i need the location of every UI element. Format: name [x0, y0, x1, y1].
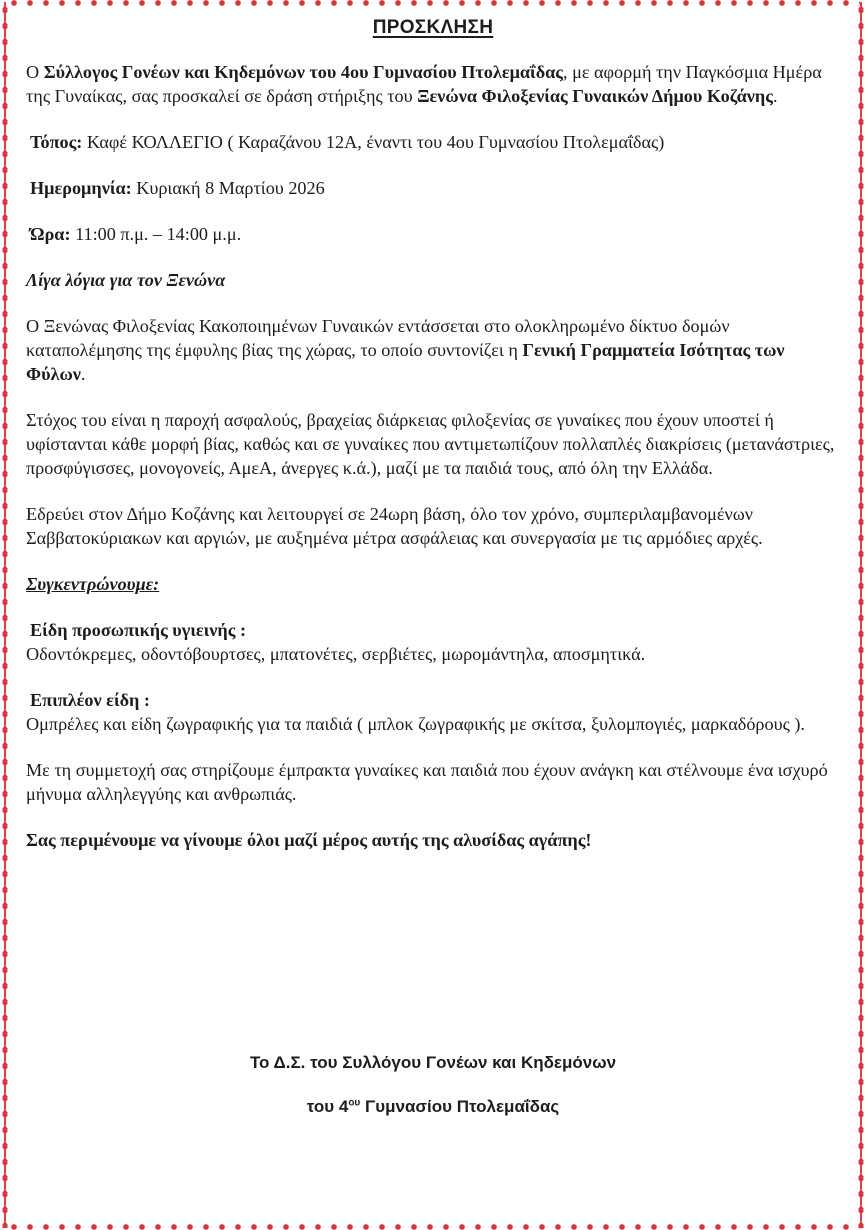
- about-paragraph-2: Στόχος του είναι η παροχή ασφαλούς, βραχείας διάρκειας φιλοξενίας σε γυναίκες που έχουν υποστεί ή υφίστανται κάθε μορφή βίας, καθώς και σε γυναίκες που αντιμετωπίζουν πολλαπλές διακρίσεις (μετανάστριες, προσφύγισσες, μονογονείς, ΑμεΑ, άνεργες κ.ά.), μαζί με τα παιδιά τους, από όλη την Ελλάδα.: [26, 410, 835, 478]
- shelter-name: Ξενώνα Φιλοξενίας Γυναικών Δήμου Κοζάνης: [417, 86, 773, 106]
- signature-line-2-pre: του 4: [306, 1097, 349, 1116]
- hygiene-items-group: [26, 618, 840, 666]
- closing-line: Σας περιμένουμε να γίνουμε όλοι μαζί μέρος αυτής της αλυσίδας αγάπης!: [26, 830, 592, 850]
- extra-items: Ομπρέλες και είδη ζωγραφικής για τα παιδιά ( μπλοκ ζωγραφικής με σκίτσα, ξυλομπογιές, μαρκαδόρους ).: [26, 714, 805, 734]
- extra-label: Επιπλέον είδη :: [30, 690, 150, 710]
- border-bottom: [6, 1224, 860, 1230]
- support-paragraph: Με τη συμμετοχή σας στηρίζουμε έμπρακτα γυναίκες και παιδιά που έχουν ανάγκη και στέλνουμε ένα ισχυρό μήνυμα αλληλεγγύης και ανθρωπιάς.: [26, 760, 828, 804]
- about-paragraph-3: Εδρεύει στον Δήμο Κοζάνης και λειτουργεί σε 24ωρη βάση, όλο τον χρόνο, συμπεριλαμβανομένων Σαββατοκύριακων και αργιών, με αυξημένα μέτρα ασφάλειας και συνεργασία με τις αρμόδιες αρχές.: [26, 504, 763, 548]
- intro-paragraph: [26, 60, 840, 108]
- hygiene-label: Είδη προσωπικής υγιεινής :: [30, 620, 247, 640]
- signature-line-2-post: Γυμνασίου Πτολεμαΐδας: [360, 1097, 560, 1116]
- border-left: [2, 2, 8, 1228]
- place-value: Καφέ ΚΟΛΛΕΓΙΟ ( Καραζάνου 12Α, έναντι του 4ου Γυμνασίου Πτολεμαΐδας): [82, 132, 665, 152]
- date-label: Ημερομηνία:: [30, 178, 132, 198]
- event-place: [26, 130, 840, 154]
- border-top: [6, 0, 860, 6]
- signature-line-1: Το Δ.Σ. του Συλλόγου Γονέων και Κηδεμόνων: [249, 1053, 617, 1072]
- ordinal-suffix: ου: [348, 1097, 361, 1109]
- about-p1-text: Ο Ξενώνας Φιλοξενίας Κακοποιημένων Γυναικών εντάσσεται στο ολοκληρωμένο δίκτυο δομών καταπολέμησης της έμφυλης βίας της χώρας, το οποίο συντονίζει η: [26, 316, 730, 360]
- about-paragraph-1: [26, 314, 840, 386]
- event-date: [26, 176, 840, 200]
- signature-line-2: [0, 1097, 866, 1117]
- intro-end: .: [772, 86, 778, 106]
- date-value: Κυριακή 8 Μαρτίου 2026: [131, 178, 325, 198]
- intro-mid: , με αφορμή την Παγκόσμια Ημέρα της Γυναίκας, σας προσκαλεί σε δράση στήριξης του: [26, 62, 822, 106]
- secretariat-name: Γενική Γραμματεία Ισότητας των Φύλων: [26, 340, 785, 384]
- collect-heading: Συγκεντρώνουμε:: [26, 574, 160, 594]
- association-name: Σύλλογος Γονέων και Κηδεμόνων του 4ου Γυμνασίου Πτολεμαΐδας: [43, 62, 563, 82]
- time-label: Ώρα:: [30, 224, 71, 244]
- intro-pre: Ο: [26, 62, 44, 82]
- extra-items-group: [26, 688, 840, 736]
- document-title: ΠΡΟΣΚΛΗΣΗ: [372, 17, 494, 38]
- event-time: [26, 222, 840, 246]
- time-value: 11:00 π.μ. – 14:00 μ.μ.: [70, 224, 242, 244]
- hygiene-items: Οδοντόκρεμες, οδοντόβουρτσες, μπατονέτες, σερβιέτες, μωρομάντηλα, αποσμητικά.: [26, 644, 646, 664]
- signature-block: [0, 1053, 866, 1141]
- about-p1-end: .: [80, 364, 86, 384]
- place-label: Τόπος:: [30, 132, 83, 152]
- invitation-document: [26, 12, 840, 852]
- about-heading: Λίγα λόγια για τον Ξενώνα: [26, 270, 226, 290]
- border-right: [858, 2, 864, 1228]
